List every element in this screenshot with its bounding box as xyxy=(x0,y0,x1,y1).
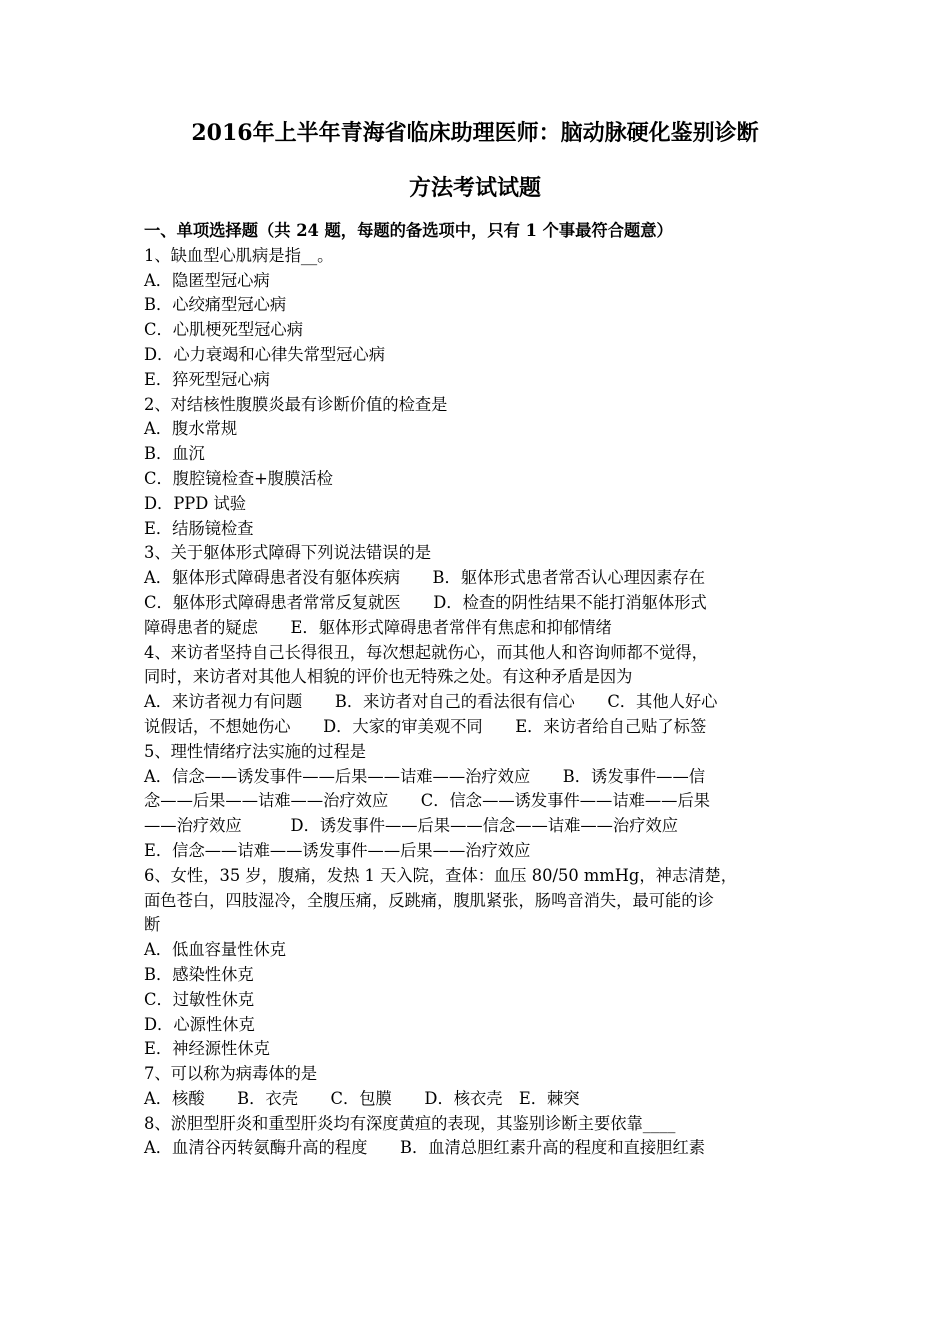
text-line: D．心源性休克 xyxy=(144,1014,255,1034)
document-title-line-2: 方法考试试题 xyxy=(408,175,541,201)
text-line: E．结肠镜检查 xyxy=(144,518,254,538)
text-line: 3、关于躯体形式障碍下列说法错误的是 xyxy=(144,543,432,563)
text-line: B．血沉 xyxy=(144,444,205,464)
text-line: 4、来访者坚持自己长得很丑，每次想起就伤心，而其他人和咨询师都不觉得， xyxy=(144,642,708,662)
text-line: 1、缺血型心肌病是指__。 xyxy=(144,245,334,265)
text-line: C．腹腔镜检查+腹膜活检 xyxy=(144,468,333,488)
text-line: A．核酸 B．衣壳 C．包膜 D．核衣壳 E．棘突 xyxy=(144,1088,580,1108)
text-line: C．躯体形式障碍患者常常反复就医 D．检查的阴性结果不能打消躯体形式 xyxy=(144,592,707,612)
text-line: A．血清谷丙转氨酶升高的程度 B．血清总胆红素升高的程度和直接胆红素 xyxy=(144,1138,706,1158)
text-line: E．猝死型冠心病 xyxy=(144,369,270,389)
text-line: 面色苍白，四肢湿冷，全腹压痛，反跳痛，腹肌紧张，肠鸣音消失，最可能的诊 xyxy=(144,890,714,910)
document-body xyxy=(144,219,824,1161)
text-line: D．PPD 试验 xyxy=(144,493,247,513)
text-line: A．隐匿型冠心病 xyxy=(144,270,270,290)
text-line: E．信念——诘难——诱发事件——后果——治疗效应 xyxy=(144,840,531,860)
text-line: 同时，来访者对其他人相貌的评价也无特殊之处。有这种矛盾是因为 xyxy=(144,667,633,687)
text-line: C．过敏性休克 xyxy=(144,989,255,1009)
text-line: ——治疗效应 D．诱发事件——后果——信念——诘难——治疗效应 xyxy=(144,816,679,836)
text-line: 6、女性，35 岁，腹痛，发热 1 天入院，查体：血压 80/50 mmHg，神志清楚， xyxy=(144,865,738,885)
document-title-line-1: 2016年上半年青海省临床助理医师：脑动脉硬化鉴别诊断 xyxy=(191,120,759,146)
text-line: A．腹水常规 xyxy=(144,419,238,439)
text-line: A．信念——诱发事件——后果——诘难——治疗效应 B．诱发事件——信 xyxy=(144,766,706,786)
text-line: E．神经源性休克 xyxy=(144,1039,270,1059)
text-line: 8、淤胆型肝炎和重型肝炎均有深度黄疸的表现，其鉴别诊断主要依靠____ xyxy=(144,1113,676,1133)
text-line: 7、可以称为病毒体的是 xyxy=(144,1064,318,1084)
text-line: A．低血容量性休克 xyxy=(144,940,287,960)
text-line: 障碍患者的疑虑 E．躯体形式障碍患者常伴有焦虑和抑郁情绪 xyxy=(144,617,612,637)
text-line: 说假话，不想她伤心 D．大家的审美观不同 E．来访者给自己贴了标签 xyxy=(144,716,707,736)
section-heading: 一、单项选择题（共 24 题，每题的备选项中，只有 1 个事最符合题意） xyxy=(144,221,673,240)
text-line: 5、理性情绪疗法实施的过程是 xyxy=(144,741,367,761)
text-line: D．心力衰竭和心律失常型冠心病 xyxy=(144,344,385,364)
text-line: 念——后果——诘难——治疗效应 C．信念——诱发事件——诘难——后果 xyxy=(144,791,711,811)
text-line: A．来访者视力有问题 B．来访者对自己的看法很有信心 C．其他人好心 xyxy=(144,692,718,712)
text-line: A．躯体形式障碍患者没有躯体疾病 B．躯体形式患者常否认心理因素存在 xyxy=(144,568,706,588)
text-line: B．心绞痛型冠心病 xyxy=(144,295,287,315)
text-line: B．感染性休克 xyxy=(144,964,254,984)
text-line: 2、对结核性腹膜炎最有诊断价值的检查是 xyxy=(144,394,448,414)
text-line: C．心肌梗死型冠心病 xyxy=(144,320,303,340)
text-line: 断 xyxy=(144,915,161,935)
